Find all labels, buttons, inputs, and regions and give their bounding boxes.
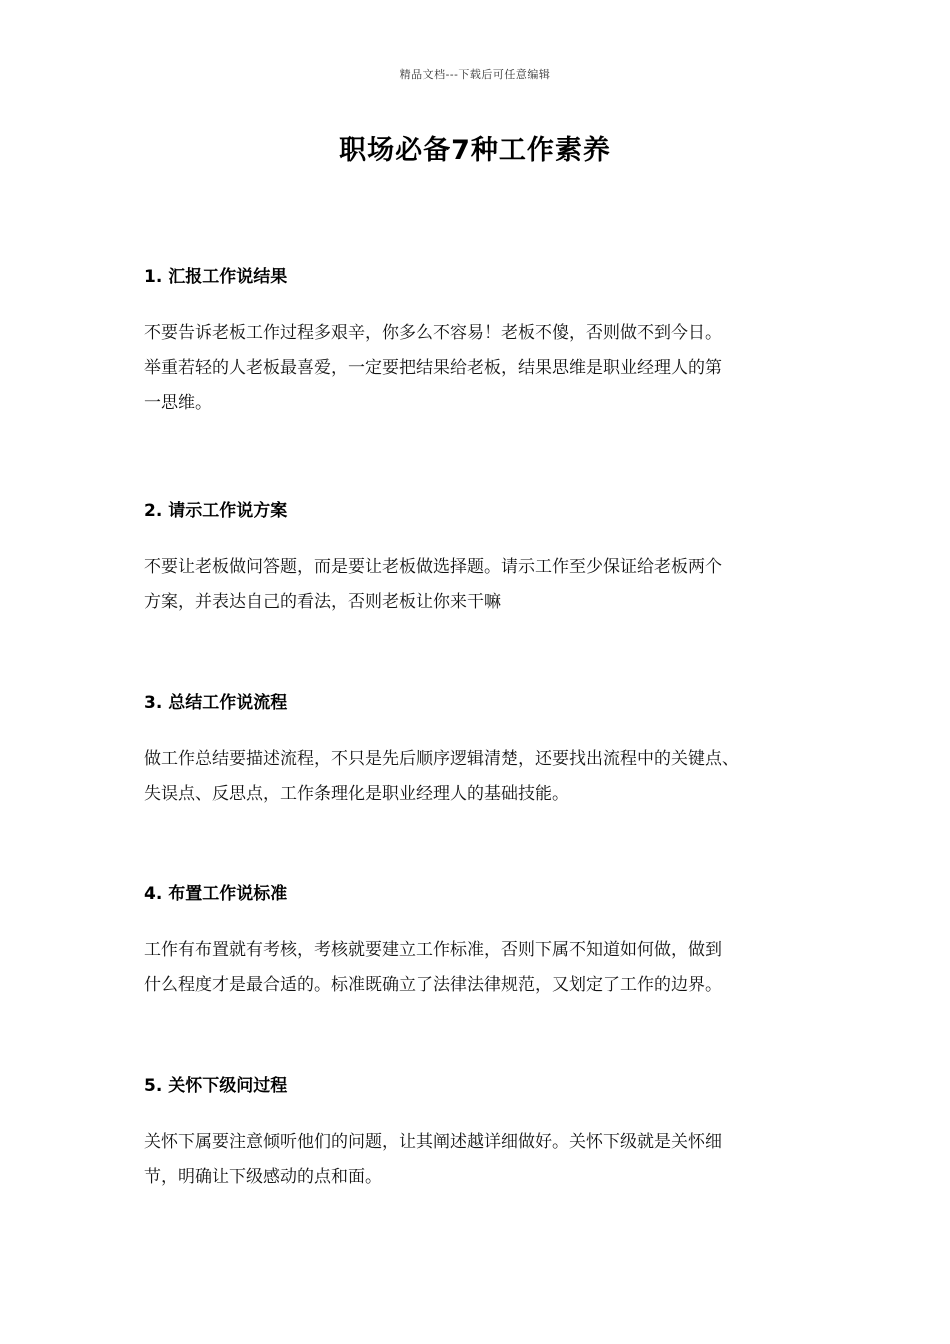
- document-title: 职场必备7种工作素养: [339, 135, 611, 166]
- body-line: 节，明确让下级感动的点和面。: [144, 1167, 382, 1187]
- section-heading: 4. 布置工作说标准: [144, 884, 288, 904]
- body-line: 不要告诉老板工作过程多艰辛，你多么不容易！老板不傻，否则做不到今日。: [144, 323, 722, 343]
- body-line: 关怀下属要注意倾听他们的问题，让其阐述越详细做好。关怀下级就是关怀细: [144, 1132, 722, 1152]
- body-line: 不要让老板做问答题，而是要让老板做选择题。请示工作至少保证给老板两个: [144, 557, 722, 577]
- section-body: [144, 933, 824, 1003]
- section-heading: 5. 关怀下级问过程: [144, 1076, 288, 1096]
- section-body: [144, 1125, 824, 1195]
- body-line: 做工作总结要描述流程，不只是先后顺序逻辑清楚，还要找出流程中的关键点、: [144, 749, 739, 769]
- body-line: 一思维。: [144, 393, 212, 413]
- body-line: 方案，并表达自己的看法，否则老板让你来干嘛: [144, 592, 501, 612]
- section-2: [144, 499, 824, 620]
- section-4: [144, 882, 824, 1003]
- header-note: 精品文档---下载后可任意编辑: [399, 68, 551, 81]
- section-body: [144, 550, 824, 620]
- section-body: [144, 316, 824, 421]
- section-heading: 2. 请示工作说方案: [144, 501, 288, 521]
- section-heading: 1. 汇报工作说结果: [144, 267, 288, 287]
- body-line: 失误点、反思点，工作条理化是职业经理人的基础技能。: [144, 784, 569, 804]
- section-3: [144, 691, 824, 812]
- body-line: 举重若轻的人老板最喜爱，一定要把结果给老板，结果思维是职业经理人的第: [144, 358, 722, 378]
- section-5: [144, 1074, 824, 1195]
- section-body: [144, 742, 824, 812]
- section-heading: 3. 总结工作说流程: [144, 693, 288, 713]
- body-line: 什么程度才是最合适的。标准既确立了法律法律规范，又划定了工作的边界。: [144, 975, 722, 995]
- body-line: 工作有布置就有考核，考核就要建立工作标准，否则下属不知道如何做，做到: [144, 940, 722, 960]
- section-1: [144, 265, 824, 421]
